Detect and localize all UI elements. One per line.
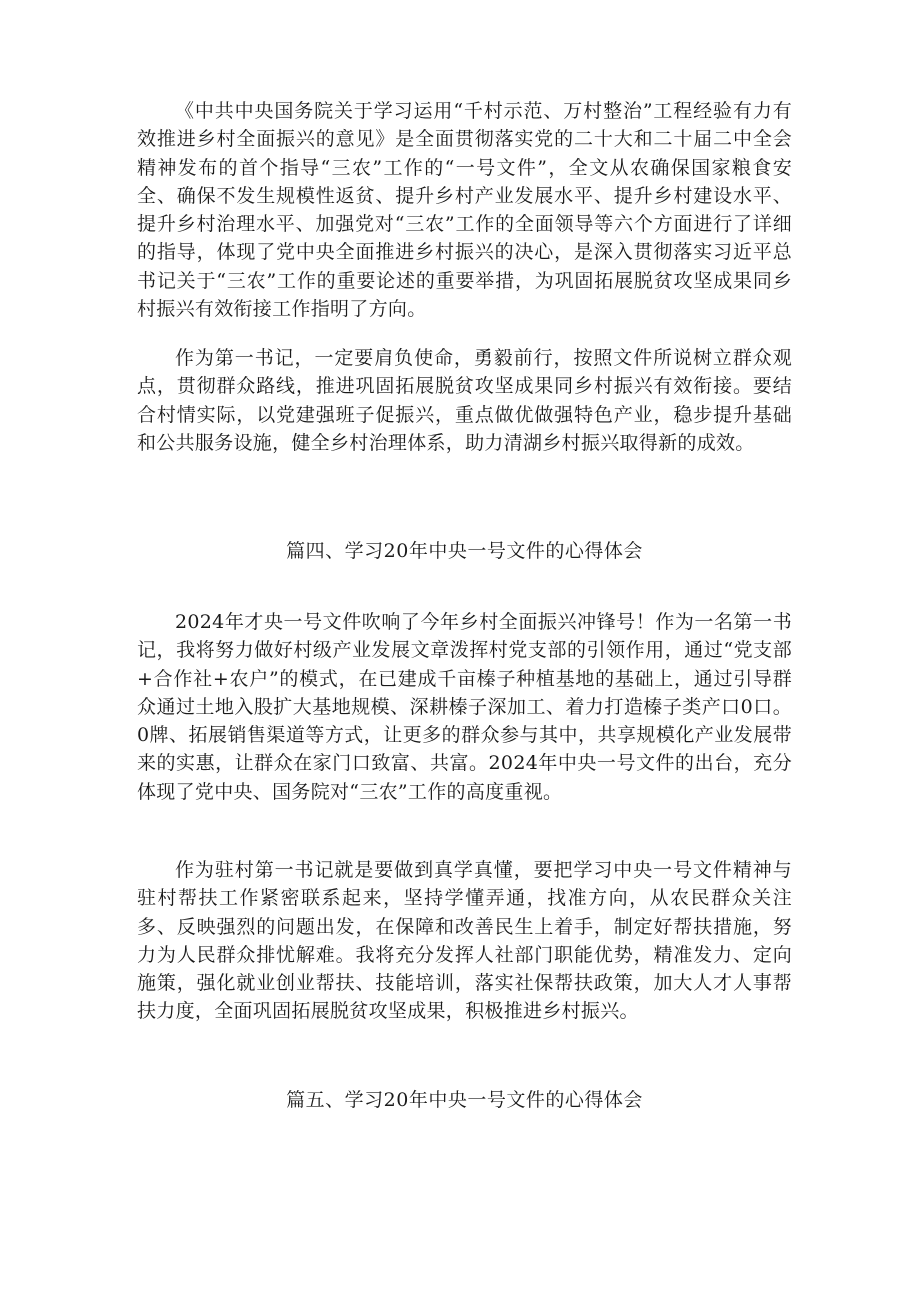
body-paragraph: 作为驻村第一书记就是要做到真学真懂，要把学习中央一号文件精神与驻村帮扶工作紧密联系起来，坚持学懂弄通，找准方向，从农民群众关注多、反映强烈的问题出发，在保障和改善民生上着手，制定好帮扶措施，努力为人民群众排忧解难。我将充分发挥人社部门职能优势，精准发力、定向施策，强化就业创业帮扶、技能培训，落实社保帮扶政策，加大人才人事帮扶力度，全面巩固拓展脱贫攻坚成果，积极推进乡村振兴。 xyxy=(137,859,792,1023)
body-paragraph: 作为第一书记，一定要肩负使命，勇毅前行，按照文件所说树立群众观点，贯彻群众路线，推进巩固拓展脱贫攻坚成果同乡村振兴有效衔接。要结合村情实际，以党建强班子促振兴，重点做优做强特色产业，稳步提升基础和公共服务设施，健全乡村治理体系，助力清湖乡村振兴取得新的成效。 xyxy=(137,347,792,454)
section-heading: 篇五、学习20年中央一号文件的心得体会 xyxy=(286,1089,643,1111)
body-paragraph: 2024年才央一号文件吹响了今年乡村全面振兴冲锋号！作为一名第一书记，我将努力做好村级产业发展文章泼挥村党支部的引领作用，通过“党支部+合作社+农户”的模式，在已建成千亩榛子种植基地的基础上，通过引导群众通过土地入股扩大基地规模、深耕榛子深加工、着力打造榛子类产口0口。0牌、拓展销售渠道等方式，让更多的群众参与其中，共享规模化产业发展带来的实惠，让群众在家门口致富、共富。2024年中央一号文件的出台，充分体现了党中央、国务院对“三农”工作的高度重视。 xyxy=(137,611,792,803)
body-paragraph: 《中共中央国务院关于学习运用“千村示范、万村整治”工程经验有力有效推进乡村全面振兴的意见》是全面贯彻落实党的二十大和二十届二中全会精神发布的首个指导“三农”工作的“一号文件”，全文从农确保国家粮食安全、确保不发生规模性返贫、提升乡村产业发展水平、提升乡村建设水平、提升乡村治理水平、加强党对“三农”工作的全面领导等六个方面进行了详细的指导，体现了党中央全面推进乡村振兴的决心，是深入贯彻落实习近平总书记关于“三农”工作的重要论述的重要举措，为巩固拓展脱贫攻坚成果同乡村振兴有效衔接工作指明了方向。 xyxy=(137,100,792,321)
section-heading: 篇四、学习20年中央一号文件的心得体会 xyxy=(286,540,643,562)
